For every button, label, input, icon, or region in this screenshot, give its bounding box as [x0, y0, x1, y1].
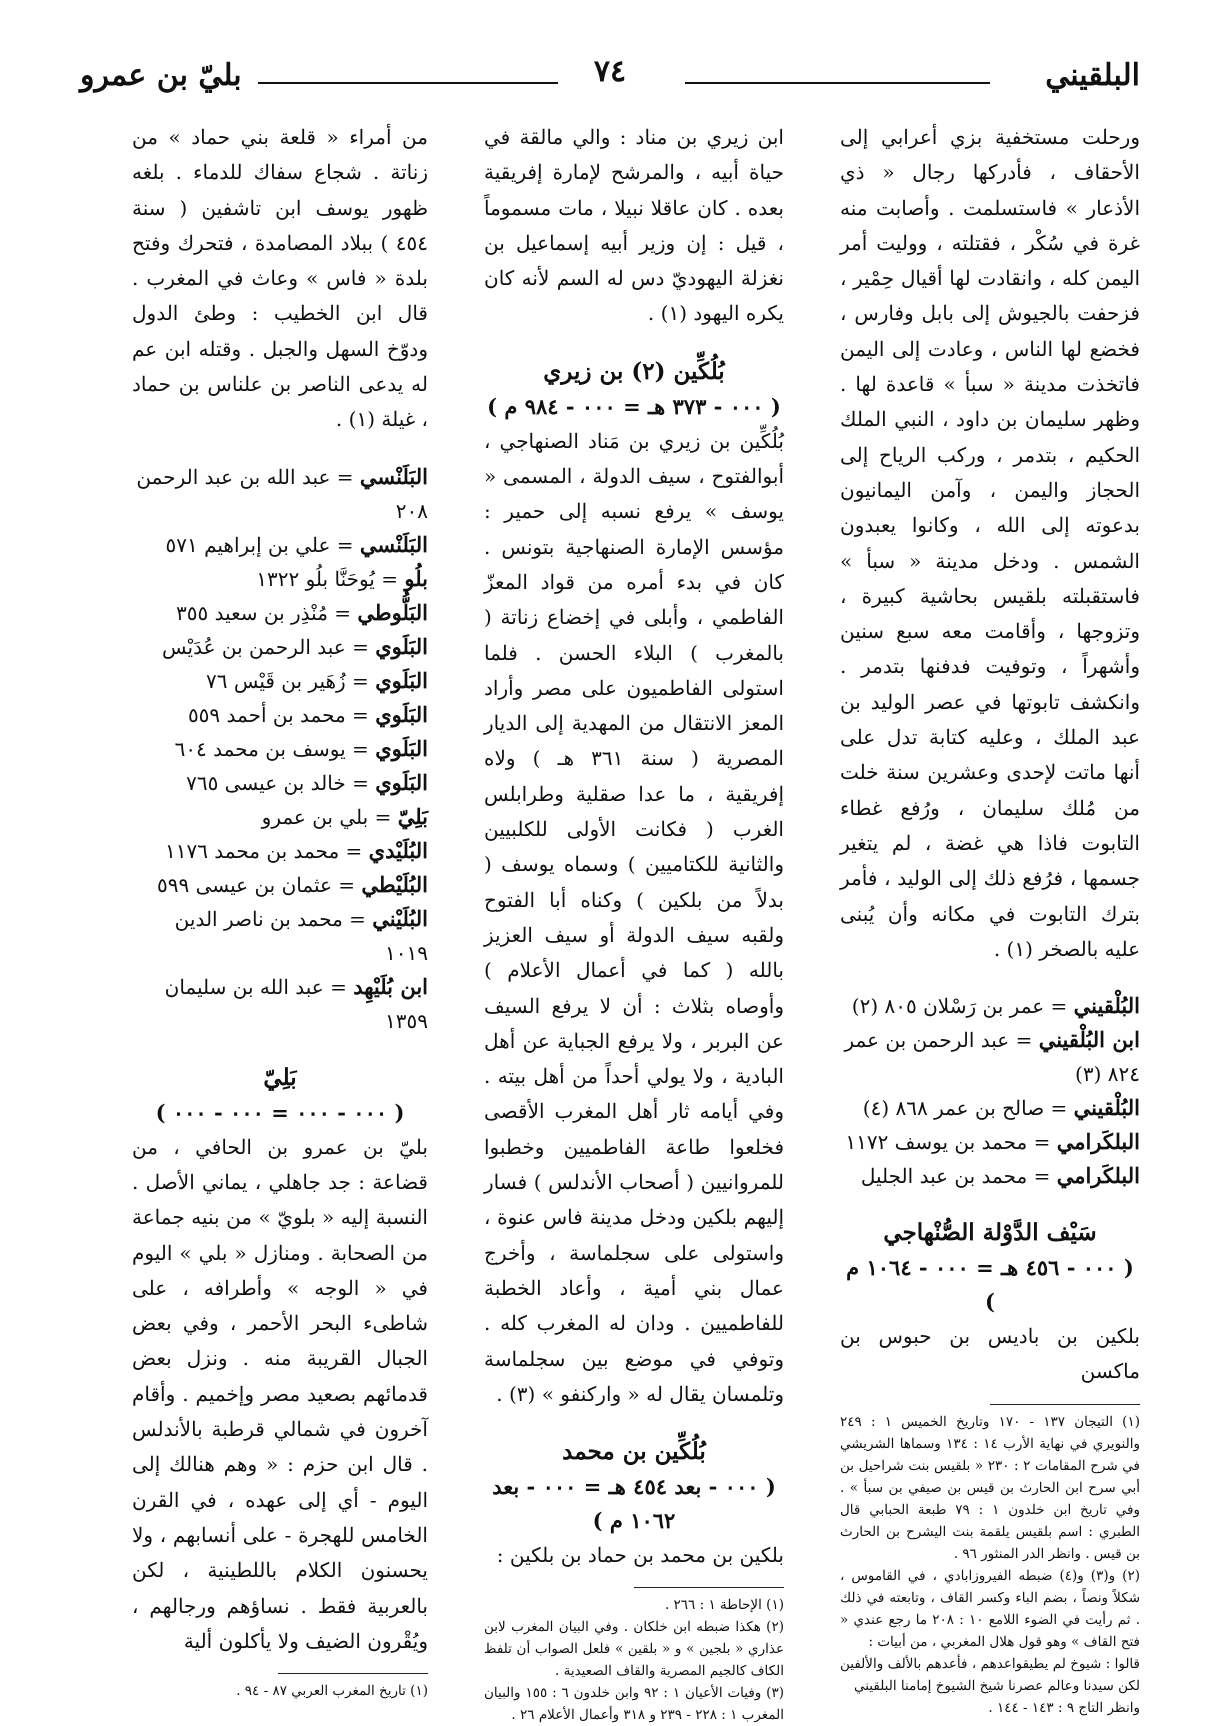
entry-title: بَلِيّ: [263, 1063, 297, 1091]
footnote-verse: قالوا : شيوخ لم يطيقواعدهم ، فأعدهم بالألف والألفين لكن سيدنا وعالم عصرنا شيخ الشيوخ إمامنا البلقيني: [840, 1655, 1140, 1694]
xref-row: [132, 596, 428, 630]
paragraph-intro: ابن زيري بن مناد : والي مالقة في حياة أبيه ، والمرشح لإمارة إفريقية بعده . كان عاقلا نبيلا ، مات مسموماً ، قيل : إن وزير أبيه إسماعيل بن نغزلة اليهوديّ دس له السم لأنه كان يكره اليهود (١) .: [484, 125, 784, 326]
entry-dates: ( ٠٠٠ - ٣٧٣ هـ = ٠٠٠ - ٩٨٤ م ): [487, 393, 781, 419]
xref-target: = علي بن إبراهيم ٥٧١: [165, 532, 354, 557]
footnotes: [840, 1411, 1140, 1719]
xref-row: [132, 834, 428, 868]
entry-body: بُلُكِّين بن زيري بن مَناد الصنهاجي ، أبوالفتوح ، سيف الدولة ، المسمى « يوسف » يرفع نسبه إلى حمير : مؤسس الإمارة الصنهاجية بتونس . كان في بدء أمره من قواد المعزّ الفاطمي ، وأبلى في إخضاع زناتة ( بالمغرب ) البلاء الحسن . فلما استولى الفاطميون على مصر وأراد المعز الانتقال من المهدية إلى الديار المصرية ( سنة ٣٦١ هـ ) ولاه إفريقية ، ما عدا صقلية وطرابلس الغرب ( فكانت الأولى للكلبيين والثانية للكتاميين ) وسماه يوسف ( بدلاً من بلكين ) وكناه أبا الفتوح ولقبه سيف الدولة أو سيف العزيز بالله ( كما في أعمال الأعلام ) وأوصاه بثلاث : أن لا يرفع السيف عن البربر ، ولا يرفع الجباية عن أهل البادية ، ولا يولي أحداً من أهل بيته . وفي أيامه ثار أهل المغرب الأقصى فخلعوا طاعة الفاطميين وخطبوا للمروانيين ( أصحاب الأندلس ) فسار إليهم بلكين ودخل مدينة فاس عنوة ، واستولى على سجلماسة ، وأخرج عمال بني أمية ، وأعاد الخطبة للفاطميين . ودان له المغرب كله . وتوفي في موضع بين سجلماسة وتلمسان يقال له « واركنفو » (٣) .: [484, 428, 784, 1406]
xref-name: البَلُّوطي: [357, 599, 428, 625]
xref-name: البُلَيْني: [372, 905, 428, 931]
xref-target: = زُهَير بن قَيْس ٧٦: [205, 668, 369, 693]
xref-row: [132, 800, 428, 834]
xref-target: = محمد بن أحمد ٥٥٩: [187, 702, 369, 727]
footnote: وانظر التاج ٩ : ١٤٣ - ١٤٤ .: [988, 1699, 1140, 1716]
xref-row: [132, 732, 428, 766]
entry-title: سَيْف الدَّوْلة الصُّنْهاجي: [883, 1219, 1097, 1247]
xref-name: بَلِيّ: [397, 803, 428, 829]
xref-row: [132, 766, 428, 800]
xref-name: ابن بُلَيْهِد: [353, 973, 428, 999]
xref-name: البَلَوي: [375, 769, 428, 795]
xref-target: = محمد بن ناصر الدين ١٠١٩: [174, 906, 428, 965]
xref-row: [132, 528, 428, 562]
column-right: [840, 120, 1140, 1719]
entry-dates: ( ٠٠٠ - ٠٠٠ = ٠٠٠ - ٠٠٠ ): [155, 1099, 405, 1125]
entry-dates: ( ٠٠٠ - بعد ٤٥٤ هـ = ٠٠٠ - بعد ١٠٦٢ م ): [492, 1474, 776, 1534]
xref-name: ابن البُلْقيني: [1038, 1027, 1140, 1053]
footnote: (٢) هكذا ضبطه ابن خلكان . وفي البيان المغرب لابن عذاري « بلجين » و « بلقين » فلعل الصواب أن تلفظ الكاف كالجيم المصرية والقاف الصعيدية .: [484, 1619, 784, 1680]
xref-name: بلُو: [404, 565, 428, 591]
column-left: [132, 120, 428, 1702]
xref-name: البَلَوي: [375, 667, 428, 693]
footnote: (٣) وفيات الأعيان ١ : ٩٢ وابن خلدون ٦ : ١٥٥ والبيان المغرب ١ : ٢٢٨ - ٢٣٩ و ٣١٨ وأعمال الأعلام ٢٦ .: [484, 1685, 784, 1724]
footnote-rule: [278, 1673, 428, 1674]
xref-name: البَلَنْسي: [359, 531, 428, 557]
xref-name: البُلَيْدي: [368, 837, 428, 863]
xref-target: = عثمان بن عيسى ٥٩٩: [157, 872, 356, 897]
entry-title: بُلُكِّين (٢) بن زيري: [543, 357, 725, 385]
footnote: (١) التيجان ١٣٧ - ١٧٠ وتاريخ الخميس ١ : ٢٤٩ والنويري في نهاية الأرب ١٤ : ١٣٤ وسماها الشريشي في شرح المقامات ٢ : ٢٣٠ « بلقيس بنت شراحيل بن أبي سرح ابن الحارث بن قيس بن صيفي بن سبأ » . وفي تاريخ ابن خلدون ١ : ٧٩ طبعة الحبابي قال الطبري : اسم بلقيس يلقمة بنت اليشرح بن الحارث بن قيس . وانظر الدر المنثور ٩٦ .: [840, 1413, 1141, 1562]
footnote: (٢) و(٣) و(٤) ضبطه الفيروزابادي ، في القاموس ، شكلاً ونصاً ، بضم الباء وكسر القاف ، وتابعته في ذلك . ثم رأيت في الضوء اللامع ١٠ : ٢٠٨ ما رجع عندي « فتح القاف » وهو قول هلال المغربي ، من أبيات :: [840, 1567, 1140, 1650]
xref-target: = بلي بن عمرو: [261, 804, 392, 829]
xref-row: [840, 1091, 1140, 1125]
xref-target: = عمر بن رَسْلان ٨٠٥ (٢): [851, 994, 1068, 1019]
xref-name: البَلَنْسي: [359, 463, 428, 489]
paragraph-bilqis: ورحلت مستخفية بزي أعرابي إلى الأحقاف ، فأدركها رجال « ذي الأذعار » فاستسلمت . وأصابت منه غرة في سُكْر ، فقتلته ، ووليت أمر اليمن كله ، وانقادت لها أقيال حِمْير ، فزحفت بالجيوش إلى بابل وفارس ، فخضع لها الناس ، وعادت إلى اليمن فاتخذت مدينة « سبأ » قاعدة لها . وظهر سليمان بن داود ، النبي الملك الحكيم ، بتدمر ، وركب الرياح إلى الحجاز واليمن ، وآمن اليمانيون بدعوته إلى الله ، وكانوا يعبدون الشمس . ودخل مدينة « سبأ » فاستقبلته بلقيس بحاشية كبيرة ، وتزوجها ، وأقامت معه سبع سنين وأشهراً ، وتوفيت فدفنها بتدمر . وانكشف تابوتها في عصر الوليد بن عبد الملك ، وعليه كتابة تدل على أنها ماتت لإحدى وعشرين سنة خلت من مُلك سليمان ، ورُفع غطاء التابوت فاذا هي غضة ، لم يتغير جسمها ، فرُفع ذلك إلى الوليد ، فأمر بترك التابوت في مكانه وأن يُبنى عليه بالصخر (١) .: [840, 125, 1140, 961]
running-head-right: البلقيني: [1045, 58, 1140, 93]
xref-target: = عبد الله بن عبد الرحمن ٢٠٨: [136, 464, 428, 523]
entry-body: بليّ بن عمرو بن الحافي ، من قضاعة : جد جاهلي ، يماني الأصل . النسبة إليه « بلويّ » من بنيه جماعة من الصحابة . ومنازل « بلي » اليوم في « الوجه » وأطرافه ، على شاطىء البحر الأحمر ، وفي بعض الجبال القريبة منه . ونزل بعض قدمائهم بصعيد مصر وإخميم . وأقام آخرون في شمالي قرطبة بالأندلس . قال ابن حزم : « وهم هنالك إلى اليوم - أي إلى عهده ، في القرن الخامس للهجرة - على أنسابهم ، ولا يحسنون الكلام باللطينية ، لكن بالعربية فقط . نساؤهم ورجالهم ، ويُقْرون الضيف ولا يأكلون ألية: [132, 1134, 428, 1653]
xref-target: = محمد بن محمد ١١٧٦: [164, 838, 363, 863]
xref-target: = خالد بن عيسى ٧٦٥: [186, 770, 369, 795]
xref-name: البُلَيْطي: [361, 871, 428, 897]
footnotes: [132, 1680, 428, 1702]
xref-name: البلكَرامي: [1056, 1129, 1140, 1155]
footnotes: [484, 1594, 784, 1726]
header-rule-left: [258, 82, 558, 84]
xref-row: [132, 562, 428, 596]
entry-lead: بلكين بن محمد بن حماد بن بلكين :: [496, 1543, 784, 1568]
xref-target: = يُوحَنَّا بلُو ١٣٢٢: [256, 566, 398, 591]
entry-title: بُلُكِّين بن محمد: [562, 1438, 706, 1466]
footnote-rule: [990, 1404, 1140, 1405]
header-rule-right: [685, 82, 990, 84]
xref-row: [840, 989, 1140, 1023]
xref-target: = عبد الرحمن بن عمر ٨٢٤ (٣): [844, 1028, 1140, 1087]
xref-name: البَلَوي: [375, 735, 428, 761]
xref-name: البَلَوي: [375, 633, 428, 659]
xref-name: البلكَرامي: [1056, 1163, 1140, 1189]
xref-name: البُلْقيني: [1073, 1095, 1140, 1121]
footnote: (١) الإحاطة ١ : ٢٦٦ .: [664, 1597, 784, 1614]
entry-lead: بلكين بن باديس بن حبوس بن ماكسن: [840, 1324, 1140, 1384]
xref-row: [132, 902, 428, 970]
xref-target: = محمد بن عبد الجليل: [860, 1164, 1051, 1189]
xref-target: = عبد الله بن سليمان ١٣٥٩: [164, 974, 428, 1033]
xref-row: [840, 1159, 1140, 1193]
running-head-left: بليّ بن عمرو: [80, 58, 242, 93]
paragraph-intro: من أمراء « قلعة بني حماد » من زناتة . شجاع سفاك للدماء . بلغه ظهور يوسف ابن تاشفين ( سنة ٤٥٤ ) ببلاد المصامدة ، فتحرك وفتح بلدة « فاس » وعاث في المغرب . قال ابن الخطيب : وطئ الدول ودوّخ السهل والجبل . وقتله ابن عم له يدعى الناصر بن علناس بن حماد ، غيلة (١) .: [132, 125, 428, 432]
xref-target: = محمد بن يوسف ١١٧٢: [845, 1130, 1051, 1155]
footnote-rule: [634, 1587, 784, 1588]
xref-row: [132, 698, 428, 732]
xref-name: البَلَوي: [375, 701, 428, 727]
xref-row: [840, 1023, 1140, 1091]
xref-target: = صالح بن عمر ٨٦٨ (٤): [862, 1096, 1068, 1121]
xref-row: [132, 970, 428, 1038]
entry-dates: ( ٠٠٠ - ٤٥٦ هـ = ٠٠٠ - ١٠٦٤ م ): [846, 1255, 1134, 1315]
xref-row: [132, 664, 428, 698]
xref-row: [132, 868, 428, 902]
xref-row: [132, 630, 428, 664]
xref-target: = مُنْذِر بن سعيد ٣٥٥: [175, 600, 352, 625]
column-middle: [484, 120, 784, 1726]
page-number: ٧٤: [580, 54, 640, 89]
xref-row: [132, 460, 428, 528]
xref-target: = يوسف بن محمد ٦٠٤: [174, 736, 369, 761]
xref-row: [840, 1125, 1140, 1159]
footnote: (١) تاريخ المغرب العربي ٨٧ - ٩٤ .: [236, 1683, 428, 1700]
xref-name: البُلْقيني: [1073, 993, 1140, 1019]
xref-target: = عبد الرحمن بن عُدَيْس: [162, 634, 369, 659]
page-header: [80, 54, 1140, 104]
